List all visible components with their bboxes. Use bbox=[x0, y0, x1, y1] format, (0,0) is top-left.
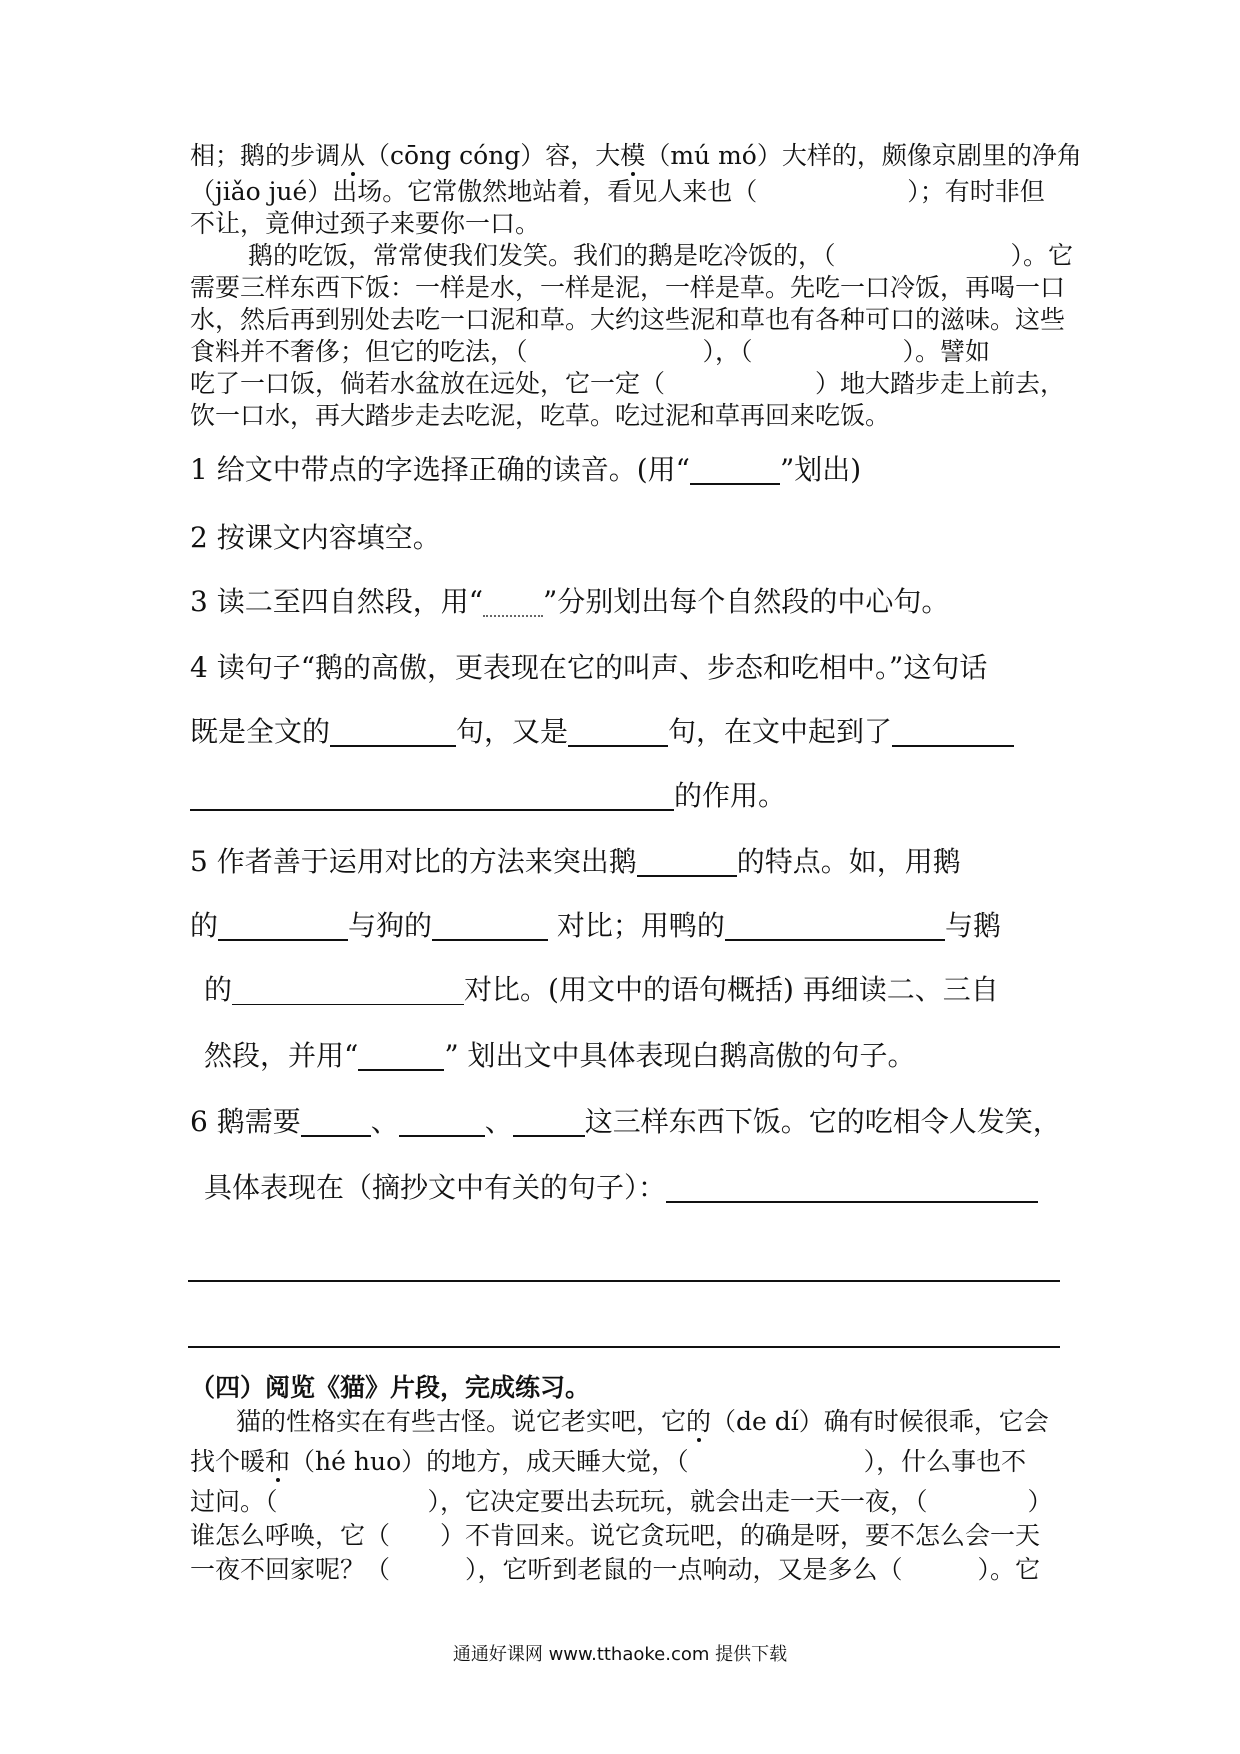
question-6 bbox=[190, 1100, 1061, 1140]
passage-line bbox=[190, 1442, 1026, 1478]
passage-line: 过问。（ ），它决定要出去玩玩，就会出走一天一夜，（ ） bbox=[190, 1487, 1053, 1516]
underline-sample bbox=[358, 1041, 444, 1071]
underline-sample bbox=[690, 455, 780, 485]
text: （mú mó）大样的，颇像京剧里的 bbox=[645, 141, 1032, 170]
answer-blank[interactable] bbox=[513, 1107, 585, 1137]
text: 找个暖 bbox=[190, 1447, 266, 1476]
text: 的 bbox=[204, 973, 233, 1006]
answer-blank[interactable] bbox=[725, 911, 945, 941]
question-6-line2 bbox=[204, 1166, 1038, 1206]
answer-blank[interactable] bbox=[568, 717, 668, 747]
text: （de dí）确有时候很乖，它会 bbox=[711, 1407, 1049, 1436]
question-4: 4 读句子“鹅的高傲，更表现在它的叫声、步态和吃相中。”这句话 bbox=[190, 651, 988, 684]
text: 3 读二至四自然段，用“ bbox=[190, 585, 484, 618]
answer-blank[interactable] bbox=[666, 1173, 1038, 1203]
dotted-char: 和 bbox=[265, 1447, 291, 1476]
answer-blank[interactable] bbox=[301, 1107, 371, 1137]
text: 对比。(用文中的语句概括) 再细读二、三自 bbox=[464, 973, 999, 1006]
text: 、 bbox=[484, 1105, 513, 1138]
answer-line[interactable] bbox=[188, 1280, 1060, 1282]
passage-line: 鹅的吃饭，常常使我们发笑。我们的鹅是吃冷饭的，（ ）。它 bbox=[248, 241, 1074, 270]
text: 的作用。 bbox=[674, 779, 787, 812]
dotted-char: 从 bbox=[340, 141, 366, 170]
question-5-line2 bbox=[190, 904, 1001, 944]
dotted-char: 模 bbox=[620, 141, 646, 170]
passage-line: （jiǎo jué）出场。它常傲然地站着，看见人来也（ ）；有时非但 bbox=[190, 177, 1045, 206]
answer-blank[interactable] bbox=[432, 911, 548, 941]
text: 6 鹅需要 bbox=[190, 1105, 301, 1138]
question-5 bbox=[190, 840, 961, 880]
text: 句，又是 bbox=[456, 715, 569, 748]
text: 具体表现在（摘抄文中有关的句子）： bbox=[204, 1171, 667, 1204]
text: 相；鹅的步调 bbox=[190, 141, 341, 170]
passage-line: 吃了一口饭，倘若水盆放在远处，它一定（ ）地大踏步走上前去， bbox=[190, 369, 1066, 398]
question-4-line2 bbox=[190, 710, 1014, 750]
passage-line bbox=[190, 136, 1082, 172]
passage-line bbox=[236, 1402, 1049, 1438]
passage-line: 需要三样东西下饭：一样是水，一样是泥，一样是草。先吃一口冷饭，再喝一口 bbox=[190, 273, 1066, 302]
text: ”划出) bbox=[779, 453, 862, 486]
answer-blank[interactable] bbox=[190, 781, 674, 811]
question-5-line4 bbox=[204, 1034, 916, 1074]
text: 净角 bbox=[1031, 141, 1082, 170]
passage-line: 谁怎么呼唤，它（ ）不肯回来。说它贪玩吧，的确是呀，要不怎么会一天 bbox=[190, 1521, 1041, 1550]
text: 5 作者善于运用对比的方法来突出鹅 bbox=[190, 845, 637, 878]
text: 的 bbox=[190, 909, 219, 942]
text: ” 划出文中具体表现白鹅高傲的句子。 bbox=[444, 1039, 916, 1072]
text: （cōng cóng）容，大 bbox=[365, 141, 621, 170]
passage-line: 水，然后再到别处去吃一口泥和草。大约这些泥和草也有各种可口的滋味。这些 bbox=[190, 305, 1066, 334]
text: 既是全文的 bbox=[190, 715, 331, 748]
question-2: 2 按课文内容填空。 bbox=[190, 521, 441, 554]
wavy-line-sample bbox=[483, 587, 543, 617]
text: 然段，并用“ bbox=[204, 1039, 359, 1072]
text: （hé huo）的地方，成天睡大觉，（ ），什么事也不 bbox=[290, 1447, 1027, 1476]
question-5-line3 bbox=[204, 968, 999, 1008]
text: 的特点。如，用鹅 bbox=[736, 845, 961, 878]
section-title: （四）阅览《猫》片段，完成练习。 bbox=[190, 1373, 591, 1402]
text: 与鹅 bbox=[944, 909, 1001, 942]
text: 猫的性格实在有些古怪。说它老实吧，它 bbox=[236, 1407, 687, 1436]
text: 1 给文中带点的字选择正确的读音。(用“ bbox=[190, 453, 690, 486]
answer-blank[interactable] bbox=[330, 717, 456, 747]
question-1 bbox=[190, 448, 861, 488]
text: 、 bbox=[370, 1105, 399, 1138]
text: 这三样东西下饭。它的吃相令人发笑， bbox=[584, 1105, 1061, 1138]
passage-line: 不让，竟伸过颈子来要你一口。 bbox=[190, 209, 541, 238]
text: 对比；用鸭的 bbox=[548, 909, 725, 942]
passage-line: 饮一口水，再大踏步走去吃泥，吃草。吃过泥和草再回来吃饭。 bbox=[190, 401, 891, 430]
text: 句，在文中起到了 bbox=[668, 715, 893, 748]
answer-blank[interactable] bbox=[892, 717, 1014, 747]
answer-blank[interactable] bbox=[637, 847, 737, 877]
text: ”分别划出每个自然段的中心句。 bbox=[543, 585, 950, 618]
answer-blank[interactable] bbox=[218, 911, 348, 941]
answer-line[interactable] bbox=[188, 1346, 1060, 1348]
question-3 bbox=[190, 580, 949, 620]
answer-blank[interactable] bbox=[399, 1107, 485, 1137]
text: 与狗的 bbox=[348, 909, 433, 942]
question-4-line3 bbox=[190, 774, 786, 814]
page-footer: 通通好课网 www.tthaoke.com 提供下载 bbox=[452, 1644, 788, 1665]
dotted-char: 的 bbox=[686, 1407, 712, 1436]
answer-blank[interactable] bbox=[232, 976, 464, 1005]
passage-line: 食料并不奢侈；但它的吃法，（ ），（ ）。譬如 bbox=[190, 337, 991, 366]
passage-line: 一夜不回家呢？（ ），它听到老鼠的一点响动，又是多么（ ）。它 bbox=[190, 1555, 1041, 1584]
